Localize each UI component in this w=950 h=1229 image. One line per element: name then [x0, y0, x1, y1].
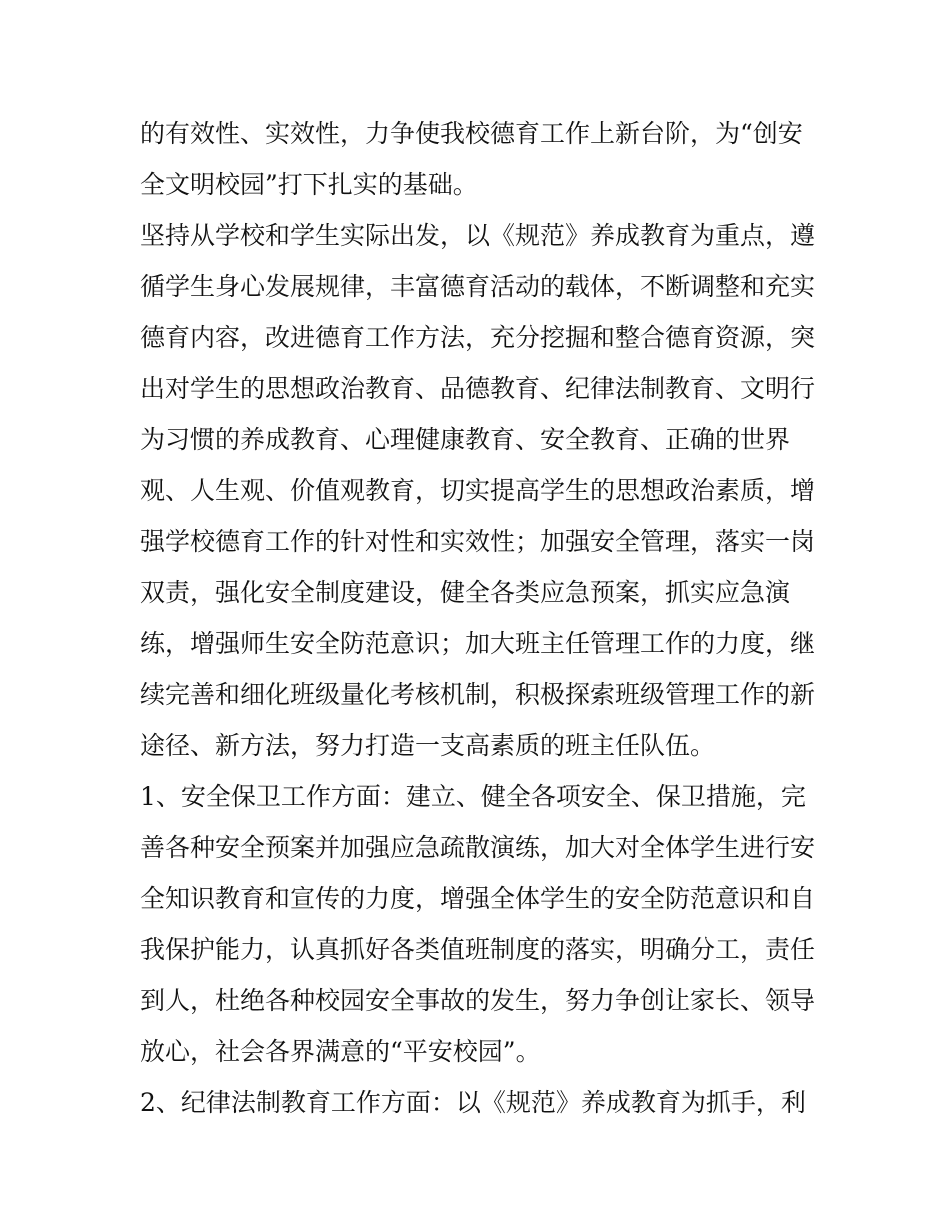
text-line: 到人，杜绝各种校园安全事故的发生，努力争创让家长、领导 [140, 986, 816, 1015]
text-line: 途径、新方法，努力打造一支高素质的班主任队伍。 [140, 731, 716, 760]
document-body [140, 108, 820, 1128]
text-line: 全知识教育和宣传的力度，增强全体学生的安全防范意识和自 [140, 884, 816, 913]
text-line: 我保护能力，认真抓好各类值班制度的落实，明确分工，责任 [140, 935, 816, 964]
text-line: 出对学生的思想政治教育、品德教育、纪律法制教育、文明行 [140, 374, 816, 403]
text-line: 德育内容，改进德育工作方法，充分挖掘和整合德育资源，突 [140, 323, 816, 352]
text-line: 双责，强化安全制度建设，健全各类应急预案，抓实应急演 [140, 578, 791, 607]
text-line: 的有效性、实效性，力争使我校德育工作上新台阶，为“创安 [140, 119, 803, 148]
text-line: 循学生身心发展规律，丰富德育活动的载体，不断调整和充实 [140, 272, 816, 301]
text-line: 善各种安全预案并加强应急疏散演练，加大对全体学生进行安 [140, 833, 816, 862]
text-line: 观、人生观、价值观教育，切实提高学生的思想政治素质，增 [140, 476, 816, 505]
text-line: 练，增强师生安全防范意识；加大班主任管理工作的力度，继 [140, 629, 816, 658]
text-line: 续完善和细化班级量化考核机制，积极探索班级管理工作的新 [140, 680, 816, 709]
text-line: 放心，社会各界满意的“平安校园”。 [140, 1037, 541, 1066]
text-line: 2、纪律法制教育工作方面：以《规范》养成教育为抓手，利 [140, 1088, 806, 1117]
text-line: 全文明校园”打下扎实的基础。 [140, 170, 478, 199]
text-line: 为习惯的养成教育、心理健康教育、安全教育、正确的世界 [140, 425, 791, 454]
text-line: 强学校德育工作的针对性和实效性；加强安全管理，落实一岗 [140, 527, 816, 556]
text-line: 1、安全保卫工作方面：建立、健全各项安全、保卫措施，完 [140, 782, 806, 811]
text-line: 坚持从学校和学生实际出发，以《规范》养成教育为重点，遵 [140, 221, 816, 250]
